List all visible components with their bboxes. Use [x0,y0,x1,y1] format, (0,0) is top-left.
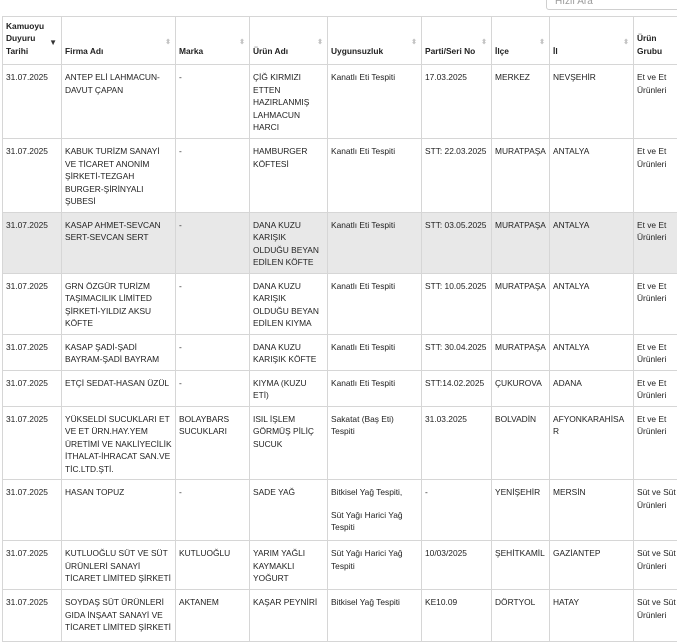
cell-firm [62,212,176,273]
cell-nonconformity [328,139,422,213]
nonconformity-text: Kanatlı Eti Tespiti [331,377,418,390]
cell-province [550,334,634,370]
cell-district-text: MURATPAŞA [495,145,546,158]
cell-date-text: 31.07.2025 [6,71,58,84]
cell-date [3,406,62,480]
col-header-label: Marka [179,45,246,58]
cell-province [550,370,634,406]
col-header-label: Parti/Seri No [425,45,488,58]
cell-batch-text: 10/03/2025 [425,547,488,560]
cell-district [492,590,550,642]
cell-date-text: 31.07.2025 [6,280,58,293]
cell-brand [176,65,250,139]
cell-product [250,139,328,213]
cell-product [250,480,328,541]
cell-brand [176,590,250,642]
cell-brand [176,273,250,334]
cell-group-text: Et ve Et Ürünleri [637,71,677,96]
cell-batch [422,273,492,334]
cell-province [550,139,634,213]
cell-firm [62,541,176,590]
cell-group [634,370,677,406]
cell-group-text: Et ve Et Ürünleri [637,341,677,366]
table-row[interactable] [3,541,677,590]
nonconformity-text: Süt Yağı Harici Yağ Tespiti [331,509,418,534]
cell-product [250,370,328,406]
nonconformity-text: Kanatlı Eti Tespiti [331,280,418,293]
nonconformity-text: Kanatlı Eti Tespiti [331,219,418,232]
cell-batch [422,139,492,213]
col-header-label: Uygunsuzluk [331,45,418,58]
cell-group [634,480,677,541]
sort-icon[interactable]: ⬍ [317,37,323,50]
cell-brand [176,541,250,590]
sort-icon[interactable]: ⬍ [539,37,545,50]
cell-date [3,370,62,406]
cell-brand-text: - [179,341,246,354]
cell-province-text: ANTALYA [553,219,630,232]
cell-batch-text: STT: 22.03.2025 [425,145,488,158]
table-row[interactable] [3,334,677,370]
cell-date-text: 31.07.2025 [6,486,58,499]
col-header-product[interactable] [250,17,328,65]
nonconformity-text: Bitkisel Yağ Tespiti, [331,486,418,499]
cell-batch [422,212,492,273]
cell-district-text: BOLVADİN [495,413,546,426]
sort-icon[interactable]: ⬍ [411,37,417,50]
nonconformity-text: Kanatlı Eti Tespiti [331,71,418,84]
cell-nonconformity [328,212,422,273]
cell-district [492,139,550,213]
cell-district [492,541,550,590]
cell-district-text: ÇUKUROVA [495,377,546,390]
cell-product [250,334,328,370]
cell-firm-text: ANTEP ELİ LAHMACUN-DAVUT ÇAPAN [65,71,172,96]
cell-batch [422,370,492,406]
cell-batch [422,541,492,590]
cell-date [3,273,62,334]
sort-icon[interactable]: ⬍ [165,37,171,50]
cell-batch [422,590,492,642]
cell-date [3,212,62,273]
cell-firm [62,370,176,406]
table-row[interactable] [3,590,677,642]
cell-province [550,590,634,642]
cell-brand-text: - [179,219,246,232]
cell-district [492,334,550,370]
cell-date [3,541,62,590]
table-row[interactable] [3,65,677,139]
col-header-district[interactable] [492,17,550,65]
cell-brand-text: AKTANEM [179,596,246,609]
nonconformity-text: Kanatlı Eti Tespiti [331,145,418,158]
cell-group-text: Et ve Et Ürünleri [637,377,677,402]
cell-firm [62,139,176,213]
cell-date-text: 31.07.2025 [6,547,58,560]
cell-nonconformity [328,273,422,334]
cell-date [3,334,62,370]
table-row[interactable] [3,370,677,406]
cell-province-text: MERSİN [553,486,630,499]
cell-group-text: Süt ve Süt Ürünleri [637,486,677,511]
cell-product [250,65,328,139]
cell-batch-text: - [425,486,488,499]
cell-product [250,273,328,334]
cell-firm [62,590,176,642]
cell-group-text: Et ve Et Ürünleri [637,219,677,244]
cell-district-text: MURATPAŞA [495,219,546,232]
col-header-group[interactable] [634,17,677,65]
recall-table [2,16,677,642]
cell-nonconformity [328,406,422,480]
cell-group-text: Et ve Et Ürünleri [637,413,677,438]
cell-nonconformity [328,590,422,642]
cell-firm-text: KUTLUOĞLU SÜT VE SÜT ÜRÜNLERİ SANAYİ TİCARET LİMİTED ŞİRKETİ [65,547,172,585]
cell-date [3,590,62,642]
cell-district-text: DÖRTYOL [495,596,546,609]
col-header-province[interactable] [550,17,634,65]
cell-batch-text: 31.03.2025 [425,413,488,426]
table-row[interactable] [3,139,677,213]
cell-product-text: DANA KUZU KARIŞIK KÖFTE [253,341,324,366]
table-row[interactable] [3,406,677,480]
cell-product-text: ÇİĞ KIRMIZI ETTEN HAZIRLANMIŞ LAHMACUN HARCI [253,71,324,134]
cell-firm [62,273,176,334]
cell-batch [422,406,492,480]
col-header-label: Kamuoyu Duyuru Tarihi [6,20,58,58]
cell-province [550,65,634,139]
cell-batch-text: 17.03.2025 [425,71,488,84]
cell-province-text: NEVŞEHİR [553,71,630,84]
cell-province [550,212,634,273]
cell-batch-text: STT: 30.04.2025 [425,341,488,354]
cell-district-text: MERKEZ [495,71,546,84]
cell-province [550,273,634,334]
cell-brand-text: - [179,486,246,499]
quick-search-input[interactable] [547,0,677,11]
cell-group-text: Et ve Et Ürünleri [637,145,677,170]
cell-district-text: ŞEHİTKAMİL [495,547,546,560]
cell-group [634,139,677,213]
col-header-date[interactable] [3,17,62,65]
nonconformity-text: Bitkisel Yağ Tespiti [331,596,418,609]
cell-date-text: 31.07.2025 [6,219,58,232]
cell-date [3,139,62,213]
nonconformity-text: Süt Yağı Harici Yağ Tespiti [331,547,418,572]
cell-date [3,65,62,139]
nonconformity-text: Sakatat (Baş Eti) Tespiti [331,413,418,438]
sort-desc-icon[interactable]: ▼ [49,37,57,50]
cell-nonconformity [328,480,422,541]
cell-brand [176,370,250,406]
cell-province-text: ANTALYA [553,280,630,293]
table-body [3,65,677,642]
cell-product-text: KAŞAR PEYNİRİ [253,596,324,609]
cell-product [250,590,328,642]
cell-date-text: 31.07.2025 [6,377,58,390]
cell-product-text: DANA KUZU KARIŞIK OLDUĞU BEYAN EDİLEN KÖFTE [253,219,324,269]
cell-group-text: Et ve Et Ürünleri [637,280,677,305]
cell-firm-text: YÜKSELDİ SUCUKLARI ET VE ET ÜRN.HAY.YEM ÜRETİMİ VE NAKLİYECİLİK İTHALAT-İHRACAT SAN.VE TİC.LTD.ŞTİ. [65,413,172,476]
cell-firm-text: GRN ÖZGÜR TURİZM TAŞIMACILIK LİMİTED ŞİRKETİ-YILDIZ AKSU KÖFTE [65,280,172,330]
cell-group [634,541,677,590]
cell-brand-text: - [179,377,246,390]
cell-brand [176,139,250,213]
cell-date-text: 31.07.2025 [6,341,58,354]
cell-firm-text: SOYDAŞ SÜT ÜRÜNLERİ GIDA İNŞAAT SANAYİ VE TİCARET LİMİTED ŞİRKETİ [65,596,172,634]
cell-district-text: YENİŞEHİR [495,486,546,499]
cell-product-text: ISIL İŞLEM GÖRMÜŞ PİLİÇ SUCUK [253,413,324,451]
col-header-brand[interactable] [176,17,250,65]
col-header-batch[interactable] [422,17,492,65]
cell-firm [62,406,176,480]
table-row[interactable] [3,212,677,273]
cell-district [492,65,550,139]
col-header-label: Ürün Adı [253,45,324,58]
cell-group [634,212,677,273]
sort-icon[interactable]: ⬍ [623,37,629,50]
cell-province-text: HATAY [553,596,630,609]
cell-product-text: SADE YAĞ [253,486,324,499]
cell-date-text: 31.07.2025 [6,145,58,158]
cell-product-text: HAMBURGER KÖFTESİ [253,145,324,170]
cell-province-text: ANTALYA [553,341,630,354]
cell-firm-text: KASAP AHMET-SEVCAN SERT-SEVCAN SERT [65,219,172,244]
table-row[interactable] [3,273,677,334]
sort-icon[interactable]: ⬍ [481,37,487,50]
cell-firm-text: ETÇİ SEDAT-HASAN ÜZÜL [65,377,172,390]
cell-brand-text: - [179,71,246,84]
col-header-label: Ürün Grubu [637,32,677,57]
cell-nonconformity [328,334,422,370]
table-row[interactable] [3,480,677,541]
cell-batch [422,334,492,370]
cell-district-text: MURATPAŞA [495,341,546,354]
cell-group [634,65,677,139]
cell-province [550,480,634,541]
cell-province [550,406,634,480]
cell-date-text: 31.07.2025 [6,413,58,426]
cell-province-text: ADANA [553,377,630,390]
cell-province-text: ANTALYA [553,145,630,158]
cell-group [634,273,677,334]
cell-firm [62,334,176,370]
cell-batch-text: STT: 10.05.2025 [425,280,488,293]
cell-province-text: GAZİANTEP [553,547,630,560]
cell-firm-text: HASAN TOPUZ [65,486,172,499]
cell-firm-text: KASAP ŞADİ-ŞADİ BAYRAM-ŞADİ BAYRAM [65,341,172,366]
col-header-label: İl [553,45,630,58]
nonconformity-text: Kanatlı Eti Tespiti [331,341,418,354]
cell-batch-text: STT:14.02.2025 [425,377,488,390]
cell-batch-text: STT: 03.05.2025 [425,219,488,232]
cell-brand-text: KUTLUOĞLU [179,547,246,560]
cell-firm-text: KABUK TURİZM SANAYİ VE TİCARET ANONİM ŞİRKETİ-TEZGAH BURGER-ŞİRİNYALI ŞUBESİ [65,145,172,208]
sort-icon[interactable]: ⬍ [239,37,245,50]
cell-brand [176,406,250,480]
cell-firm [62,480,176,541]
cell-product-text: DANA KUZU KARIŞIK OLDUĞU BEYAN EDİLEN KIYMA [253,280,324,330]
col-header-label: Firma Adı [65,45,172,58]
cell-date [3,480,62,541]
cell-brand-text: - [179,280,246,293]
col-header-firm[interactable] [62,17,176,65]
cell-province [550,541,634,590]
cell-district [492,480,550,541]
col-header-label: İlçe [495,45,546,58]
cell-date-text: 31.07.2025 [6,596,58,609]
col-header-nonconformity[interactable] [328,17,422,65]
cell-nonconformity [328,541,422,590]
cell-group-text: Süt ve Süt Ürünleri [637,596,677,621]
cell-group [634,590,677,642]
cell-product-text: KIYMA (KUZU ETİ) [253,377,324,402]
cell-district [492,273,550,334]
cell-group [634,406,677,480]
cell-firm [62,65,176,139]
cell-product [250,541,328,590]
cell-group-text: Süt ve Süt Ürünleri [637,547,677,572]
cell-district [492,212,550,273]
cell-brand-text: - [179,145,246,158]
cell-batch [422,65,492,139]
cell-group [634,334,677,370]
cell-brand [176,480,250,541]
table-header-row [3,17,677,65]
cell-brand [176,334,250,370]
cell-province-text: AFYONKARAHİSAR [553,413,630,438]
cell-batch [422,480,492,541]
cell-brand [176,212,250,273]
cell-product-text: YARIM YAĞLI KAYMAKLI YOĞURT [253,547,324,585]
cell-nonconformity [328,370,422,406]
cell-batch-text: KE10.09 [425,596,488,609]
cell-product [250,212,328,273]
cell-nonconformity [328,65,422,139]
cell-district-text: MURATPAŞA [495,280,546,293]
cell-district [492,370,550,406]
quick-search-box[interactable] [546,0,677,10]
cell-product [250,406,328,480]
cell-brand-text: BOLAYBARS SUCUKLARI [179,413,246,438]
cell-district [492,406,550,480]
